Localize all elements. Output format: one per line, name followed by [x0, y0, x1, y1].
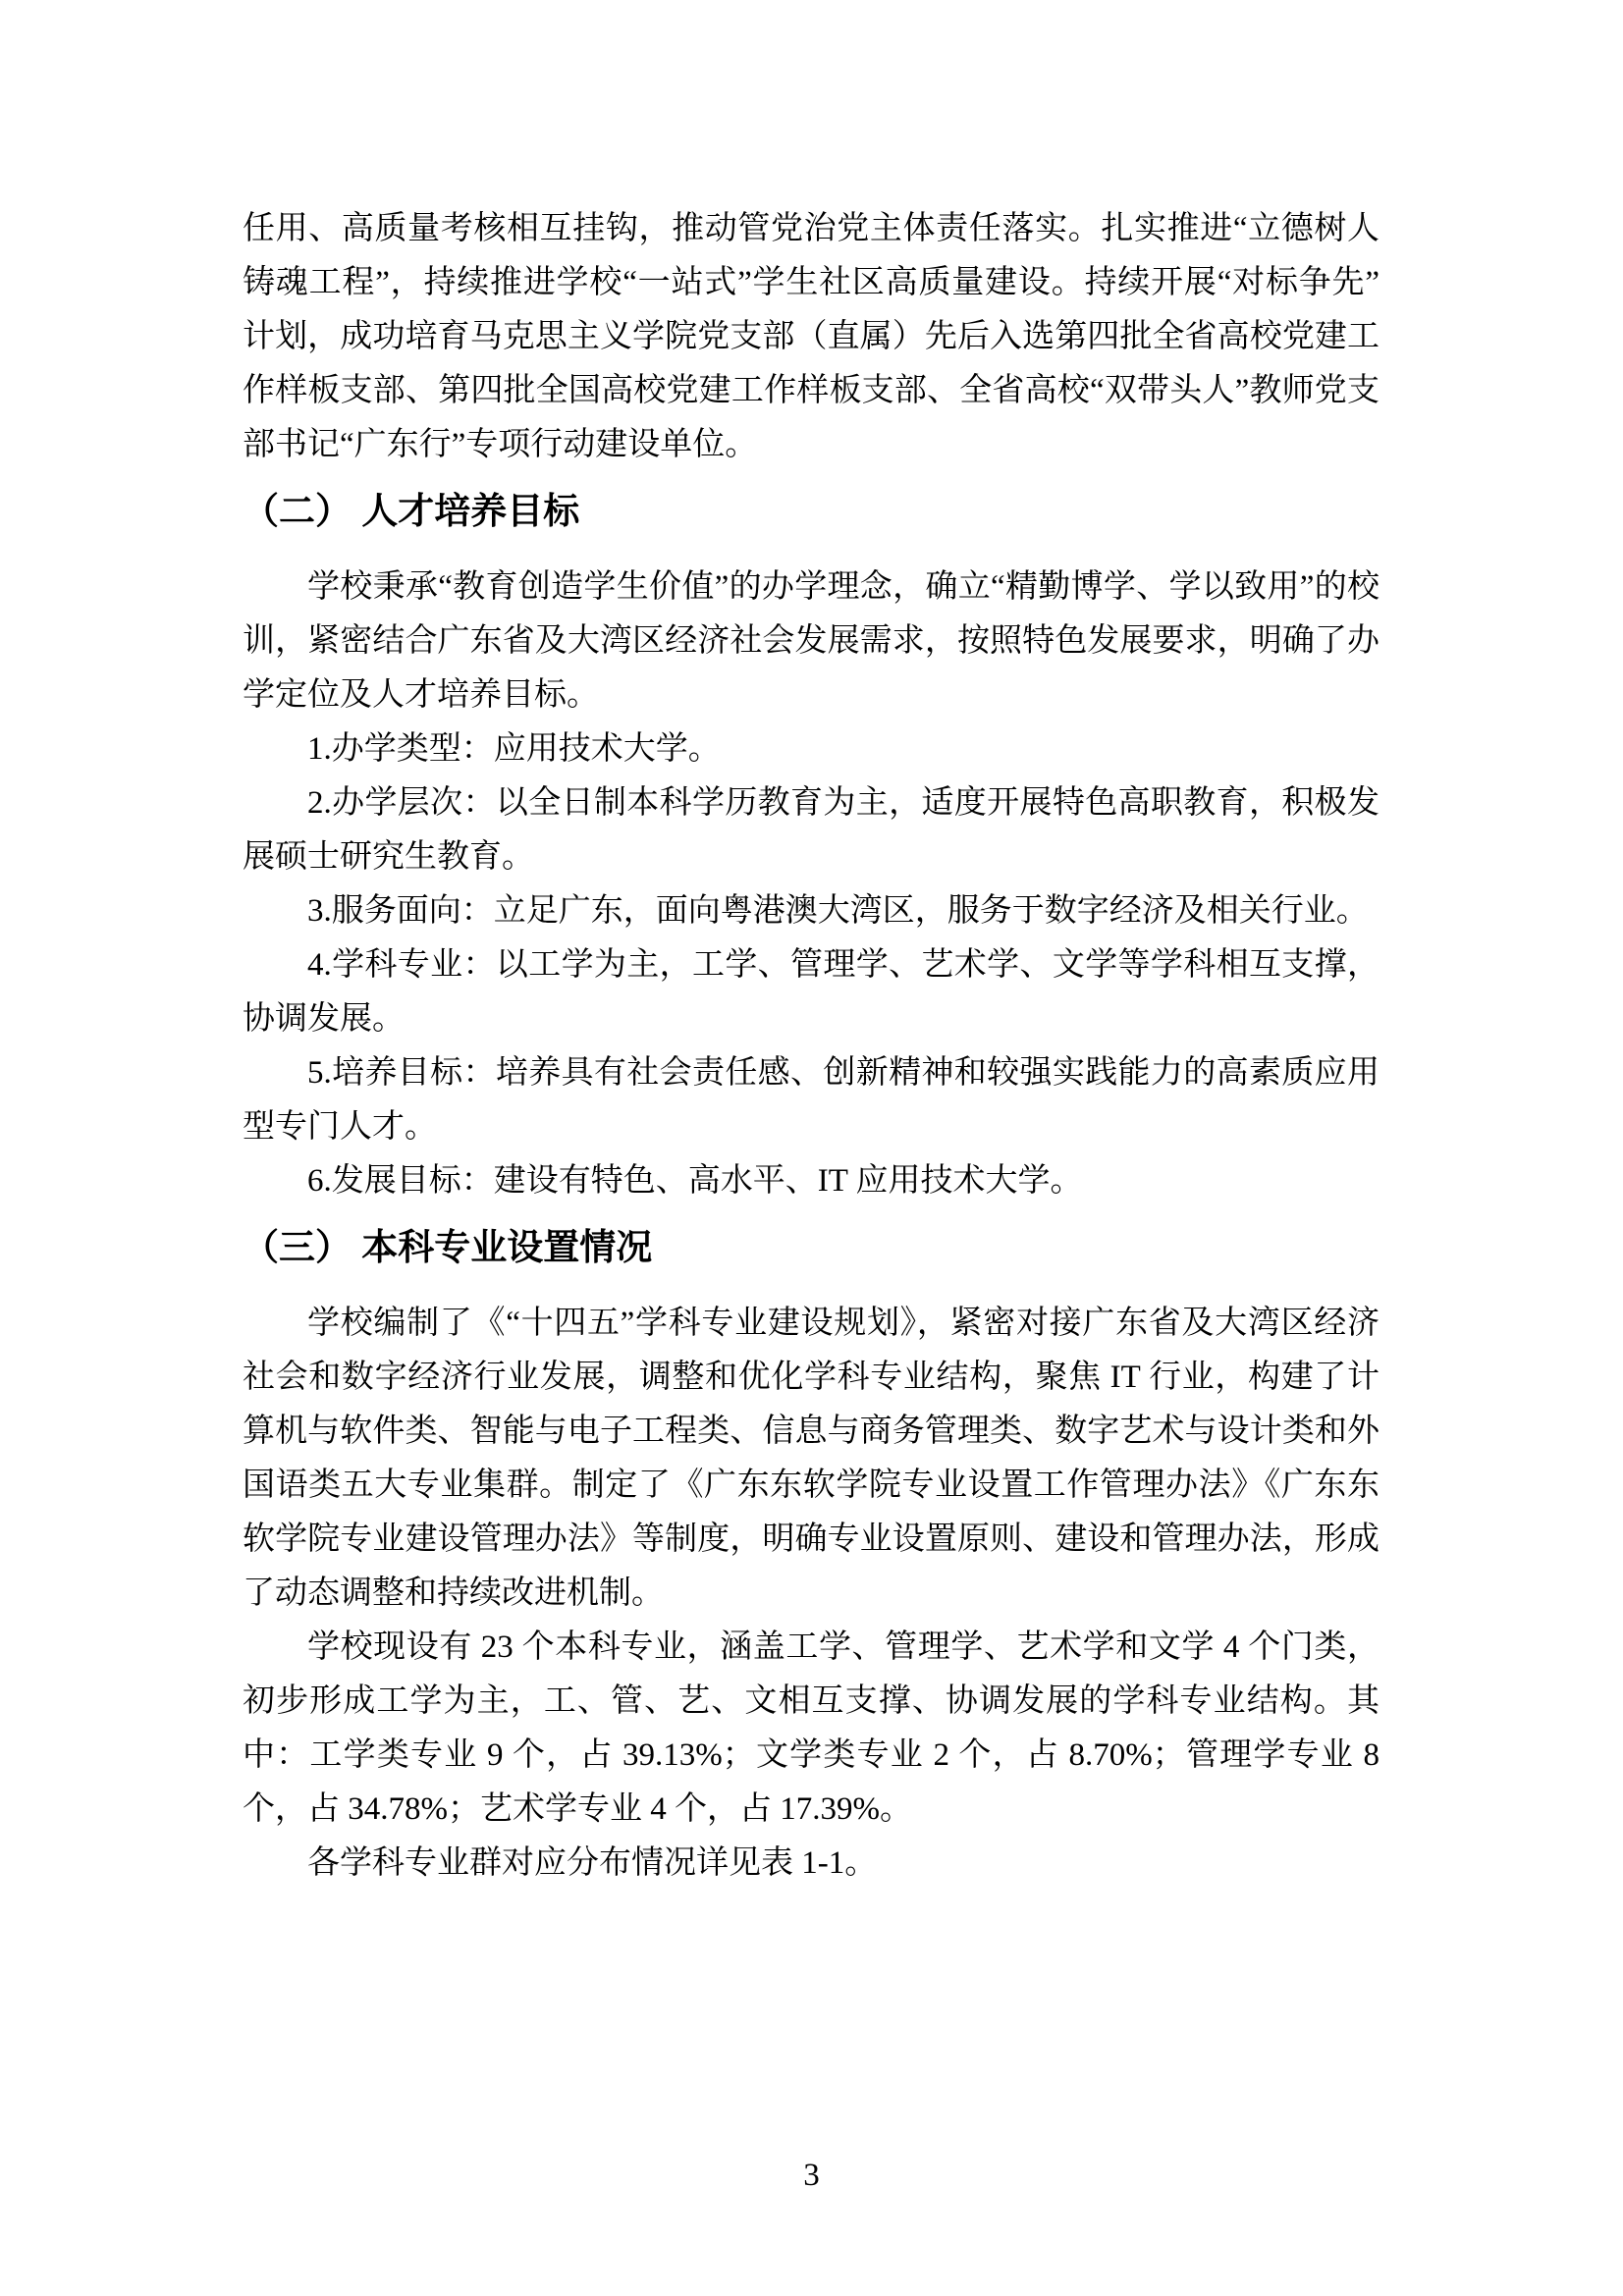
page-footer: [0, 2158, 1623, 2193]
numbered-item: 5.培养目标：培养具有社会责任感、创新精神和较强实践能力的高素质应用型专门人才。: [243, 1055, 1380, 1145]
section-heading: （二） 人才培养目标: [243, 491, 580, 531]
section-heading: （三） 本科专业设置情况: [243, 1227, 653, 1267]
numbered-item: 3.服务面向：立足广东，面向粤港澳大湾区，服务于数字经济及相关行业。: [307, 893, 1369, 929]
numbered-item: 6.发展目标：建设有特色、高水平、IT 应用技术大学。: [307, 1163, 1083, 1199]
body-paragraph: 学校秉承“教育创造学生价值”的办学理念，确立“精勤博学、学以致用”的校训，紧密结合广东省及大湾区经济社会发展需求，按照特色发展要求，明确了办学定位及人才培养目标。: [243, 569, 1380, 713]
body-paragraph: 各学科专业群对应分布情况详见表 1-1。: [307, 1845, 878, 1881]
body-paragraph: 任用、高质量考核相互挂钩，推动管党治党主体责任落实。扎实推进“立德树人铸魂工程”，持续推进学校“一站式”学生社区高质量建设。持续开展“对标争先”计划，成功培育马克思主义学院党支部（直属）先后入选第四批全省高校党建工作样板支部、第四批全国高校党建工作样板支部、全省高校“双带头人”教师党支部书记“广东行”专项行动建设单位。: [243, 211, 1380, 462]
numbered-item: 4.学科专业：以工学为主，工学、管理学、艺术学、文学等学科相互支撑，协调发展。: [243, 947, 1380, 1037]
body-paragraph: 学校编制了《“十四五”学科专业建设规划》，紧密对接广东省及大湾区经济社会和数字经济行业发展，调整和优化学科专业结构，聚焦 IT 行业，构建了计算机与软件类、智能与电子工程类、信息与商务管理类、数字艺术与设计类和外国语类五大专业集群。制定了《广东东软学院专业设置工作管理办法》《广东东软学院专业建设管理办法》等制度，明确专业设置原则、建设和管理办法，形成了动态调整和持续改进机制。: [243, 1306, 1380, 1611]
page-number: 3: [803, 2158, 820, 2193]
numbered-item: 2.办学层次：以全日制本科学历教育为主，适度开展特色高职教育，积极发展硕士研究生教育。: [243, 785, 1380, 875]
body-paragraph: 学校现设有 23 个本科专业，涵盖工学、管理学、艺术学和文学 4 个门类，初步形成工学为主，工、管、艺、文相互支撑、协调发展的学科专业结构。其中：工学类专业 9 个，占 39.13%；文学类专业 2 个，占 8.70%；管理学专业 8 个，占 34.78%；艺术学专业 4 个，占 17.39%。: [243, 1629, 1380, 1827]
numbered-item: 1.办学类型：应用技术大学。: [307, 731, 721, 767]
